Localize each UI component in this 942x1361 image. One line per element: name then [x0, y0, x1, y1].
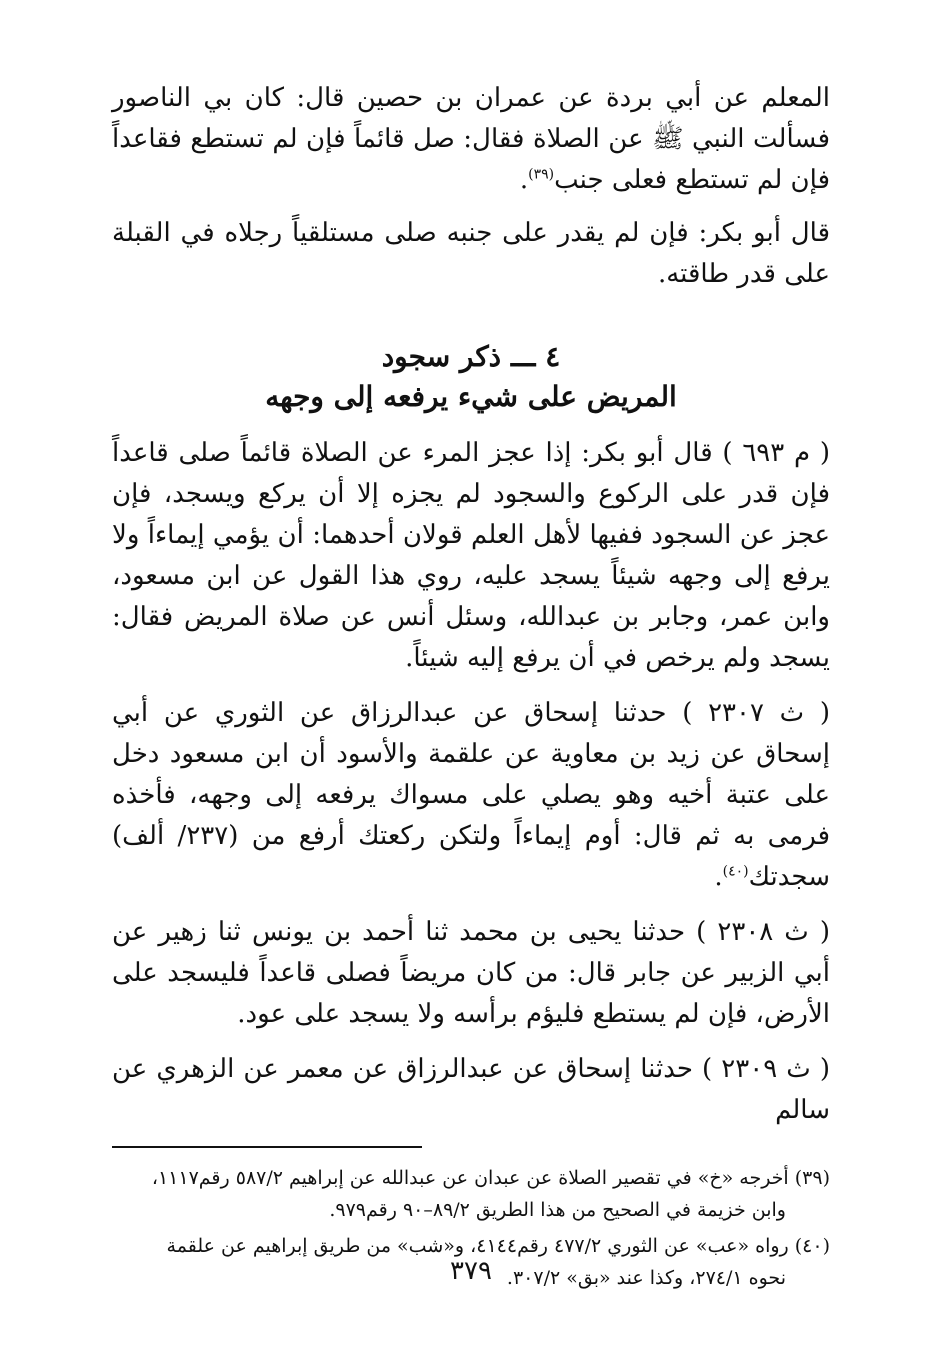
paragraph-t2307: ( ث ٢٣٠٧ ) حدثنا إسحاق عن عبدالرزاق عن الثوري عن أبي إسحاق عن زيد بن معاوية عن علقمة والأسود أن ابن مسعود دخل على عتبة أخيه وهو يصلي على مسواك يرفعه إلى وجهه، فأخذه فرمى به ثم قال: أوم إيماءاً ولتكن ركعتك أرفع من (٢٣٧/ ألف) سجدتك$^{(٤٠)}$.: [112, 698, 831, 892]
paragraph-abu-bakr-note: قال أبو بكر: فإن لم يقدر على جنبه صلى مستلقياً رجلاه في القبلة على قدر طاقته.: [112, 218, 830, 289]
paragraph-m693: ( م ٦٩٣ ) قال أبو بكر: إذا عجز المرء عن الصلاة قائماً صلى قاعداً فإن قدر على الركوع والسجود لم يجزه إلا أن يركع ويسجد، فإن عجز عن السجود ففيها لأهل العلم قولان أحدهما: أن يؤمي إيماءاً ولا يرفع إلى وجهه شيئاً يسجد عليه، روي هذا القول عن ابن مسعود، وابن عمر، وجابر بن عبدالله، وسئل أنس عن صلاة المريض فقال: يسجد ولم يرخص في أن يرفع إليه شيئاً.: [112, 438, 830, 673]
footnote-39-line1: (٣٩) أخرجه «خ» في تقصير الصلاة عن عبدان عن عبدالله عن إبراهيم ٥٨٧/٢ رقم١١١٧،: [151, 1167, 830, 1189]
footnote-ref-40[interactable]: (٤٠): [722, 863, 749, 880]
footnote-39-line2: وابن خزيمة في الصحيح من هذا الطريق ٨٩/٢–٩٠ رقم٩٧٩.: [329, 1199, 786, 1221]
footnote-divider: [112, 1146, 422, 1148]
section-heading-line1: ٤ ـــ ذكر سجود: [381, 340, 561, 373]
section-heading: [112, 337, 830, 417]
footnote-39: [112, 1162, 830, 1226]
paragraph-hadith-imran: المعلم عن أبي بردة عن عمران بن حصين قال: كان بي الناصور فسألت النبي ﷺ عن الصلاة فقال: صل قائماً فإن لم تستطع فقاعداً فإن لم تستطع فعلى جنب$^{(٣٩)}$.: [112, 83, 830, 195]
paragraph-t2308: ( ث ٢٣٠٨ ) حدثنا يحيى بن محمد ثنا أحمد بن يونس ثنا زهير عن أبي الزبير عن جابر قال: من كان مريضاً فصلى قاعداً فليسجد على الأرض، فإن لم يستطع فليؤم برأسه ولا يسجد على عود.: [112, 917, 830, 1029]
page-number: ٣٧٩: [450, 1256, 492, 1286]
section-heading-line2: المريض على شيء يرفعه إلى وجهه: [265, 380, 677, 413]
footnote-40-line1: (٤٠) رواه «عب» عن الثوري ٤٧٧/٢ رقم٤١٤٤، و«شب» من طريق إبراهيم عن علقمة: [166, 1235, 830, 1257]
footnote-40-line2: نحوه ٢٧٤/١، وكذا عند «بق» ٣٠٧/٢.: [506, 1267, 786, 1289]
footnote-ref-39[interactable]: (٣٩): [528, 166, 555, 183]
paragraph-t2309: ( ث ٢٣٠٩ ) حدثنا إسحاق عن عبدالرزاق عن معمر عن الزهري عن سالم: [112, 1054, 830, 1125]
